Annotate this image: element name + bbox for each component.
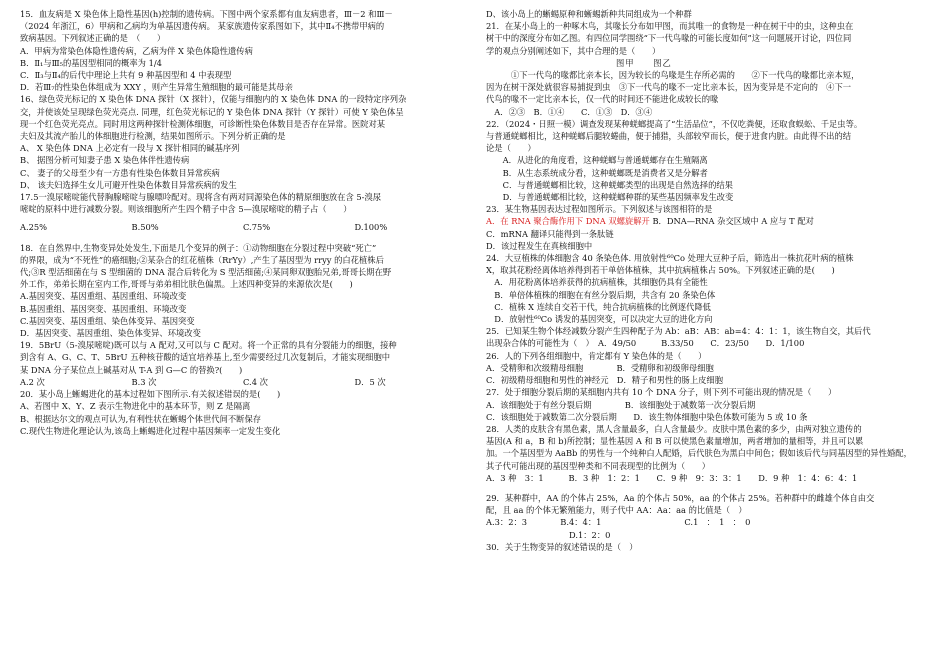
question-text-line: A.基因突变、基因重组、基因重组、环境改变 — [20, 291, 187, 302]
question-text-line: B．单倍体植株的细胞在有丝分裂后期，共含有 20 条染色体 — [486, 289, 716, 300]
question-text-line: 因为在树干深处就很容易捕捉到虫 ③下一代鸟的喙不一定比亲本长，因为变异是不定向的 ④下一 — [486, 82, 852, 93]
question-text-line: A．受精卵和次级精母细胞 B．受精卵和初级卵母细胞 — [486, 362, 714, 373]
question-text-line: 19．5BrU（5-溴尿嘧啶)既可以与 A 配对,又可以与 C 配对。将一个正常的具有分裂能力的细胞，接种 — [20, 340, 397, 351]
q23-option-a-text: A．在 RNA 聚合酶作用下 DNA 双螺旋解开 — [486, 216, 650, 227]
question-text-line: 论是（ ） — [486, 143, 536, 154]
question-text-line: C．植株 X 连续自交若干代，纯合抗病植株的比例逐代降低 — [486, 301, 711, 312]
question-text-line: 夫妇及其流产胎儿的体细胞进行检测，结果如图所示。下列分析正确的是 — [20, 131, 286, 142]
q19-option-a: A.2 次 — [20, 376, 45, 387]
question-text-line: 其子代可能出现的基因型种类和不同表现型的比例为（ ） — [486, 460, 711, 471]
question-text-line: 27．处于细胞分裂后期的某细胞内共有 10 个 DNA 分子，则下列不可能出现的情况是（ ） — [486, 387, 837, 398]
question-text-line: D.1：2：0 — [486, 529, 611, 540]
question-text-line: 配，且 aa 的个体无繁殖能力，则子代中 AA：Aa：aa 的比值是（ ） — [486, 505, 747, 516]
question-text-line: A．从进化的角度看，这种蜣螂与普通蜣螂存在生殖隔离 — [486, 155, 708, 166]
question-text-line: 30．关于生物变异的叙述错误的是（ ） — [486, 541, 638, 552]
q23-option-d: D．该过程发生在真核细胞中 — [486, 240, 593, 251]
question-text-line: 基因(A 和 a，B 和 b)所控制；显性基因 A 和 B 可以使黑色素量增加，两者增加的量相等，并且可以累 — [486, 436, 864, 447]
question-text-line: 29．某种群中，AA 的个体占 25%，Aa 的个体占 50%，aa 的个体占 25%。若种群中的雌雄个体自由交 — [486, 492, 875, 503]
question-text-line: D、 该夫妇选择生女儿可避开性染色体数目异常疾病的发生 — [20, 179, 237, 190]
question-text-line: 学的观点分别阐述如下，其中合理的是（ ） — [486, 45, 661, 56]
question-text-line: 17.5一溴尿嘧啶能代替胸腺嘧啶与腺嘌呤配对。现将含有两对同源染色体的精原细胞放在含 5-溴尿 — [20, 192, 382, 203]
question-text-line: ①下一代鸟的喙都比亲本长，因为较长的鸟喙是生存所必需的 ②下一代鸟的喙都比亲本短， — [486, 70, 860, 81]
q19-option-c: C.4 次 — [243, 376, 268, 387]
question-text-line: B、 据图分析可知妻子患 X 染色体伴性遗传病 — [20, 155, 190, 166]
q23-option-a — [486, 216, 650, 226]
question-text-line: B．从生态系统成分看，这种蜣螂既是消费者又是分解者 — [486, 167, 708, 178]
question-text-line: 22．（2024・日照一模）调查发现某种蜣螂提高了“生活品位”，不仅吃粪便，还取食蜈蚣、千足虫等。 — [486, 118, 863, 129]
question-text-line: 25．已知某生物个体经减数分裂产生四种配子为 Ab：aB：AB：ab=4：4：1：1，该生物自交，其后代 — [486, 326, 871, 337]
question-text-line: A．②③ B．①④ C．①③ D．③④ — [486, 106, 653, 117]
right-column — [486, 8, 934, 553]
question-text-line: （2024 年浙江，6）甲病和乙病均为单基因遗传病。 某家族遗传家系图如下，其中Ⅱ₄不携带甲病的 — [20, 21, 385, 32]
question-text-line: 的界限，成为“不死性”的癌细胞;②某杂合的红花植株（RrYy）,产生了基因型为 rryy 的白花植株后 — [20, 254, 384, 265]
question-text-line: 16、绿色荧光标记的 X 染色体 DNA 探针（X 探针），仅能与细胞内的 X 染色体 DNA 的一段特定序列杂 — [20, 94, 407, 105]
left-column — [20, 8, 466, 437]
q19-option-d: D．5 次 — [354, 376, 386, 387]
right-questions-29-30 — [486, 492, 934, 553]
question-text-line: B、根据达尔文的观点可认为,有利性状在蜥蜴个体世代间不断保存 — [20, 413, 262, 424]
question-text-line: C.基因突变、基因重组、染色体变异、基因突变 — [20, 315, 195, 326]
question-text-line: 26．人的下列各组细胞中，肯定都有 Y 染色体的是（ ） — [486, 350, 707, 361]
question-text-line: D．若Ⅲ₇的性染色体组成为 XXY ，则产生异常生殖细胞的最可能是其母亲 — [20, 82, 293, 93]
question-text-line: D．基因突变、基因重组、染色体变异、环境改变 — [20, 328, 201, 339]
question-text-line: A．3 种 3：1 B．3 种 1：2：1 C．9 种 9：3：3：1 D．9 种 1：4：6：4：1 — [486, 472, 858, 483]
question-text-line: 与普通蜣螂相比，这种蜣螂后腿较蜷曲，便于捕猎，头部较窄而长，便于进食内脏。由此得不出的结 — [486, 131, 852, 142]
q17-option-b: B.50% — [131, 222, 159, 233]
question-text-line: C、 妻子的父母至少有一方患有性染色体数目异常疾病 — [20, 167, 220, 178]
question-text-line: 致病基因。下列叙述正确的是 （ ） — [20, 33, 166, 44]
question-text-line: 20．某小岛上蜥蜴进化的基本过程如下图所示.有关叙述错误的是( ) — [20, 389, 281, 400]
q17-options — [20, 221, 466, 233]
question-text-line: B.基因重组、基因突变、基因重组、环境改变 — [20, 303, 187, 314]
question-text-line: 现一个红色荧光亮点。同时用这两种探针检测体细胞，可诊断性染色体数目是否存在异常。医院对某 — [20, 118, 386, 129]
question-text-line: 18．在自然界中,生物变异处处发生,下面是几个变异的例子：①动物细胞在分裂过程中突破“死亡” — [20, 242, 377, 253]
left-questions-15-17 — [20, 8, 466, 215]
right-questions-21-23 — [486, 69, 934, 215]
question-text-line: 某 DNA 分子某位点上碱基对从 T-A 到 G—C 的替换?( ) — [20, 364, 243, 375]
figure-caption: 图甲 图乙 — [616, 57, 672, 68]
question-text-line: 加。一个基因型为 AaBb 的男性与一个纯种白人配婚，后代肤色为黑白中间色；假如该后代与同基因型的异性婚配， — [486, 448, 912, 459]
question-text-line: 代;③R 型活细菌在与 S 型细菌的 DNA 混合后转化为 S 型活细菌;④某同卵双胞胎兄弟,哥哥长期在野 — [20, 267, 392, 278]
q17-option-a: A.25% — [20, 222, 48, 233]
question-text-line: C．该细胞处于减数第二次分裂后期 D．该生物体细胞中染色体数可能为 5 或 10 条 — [486, 411, 808, 422]
question-text-line: C．初级精母细胞和男性的神经元 D．精子和男性的肠上皮细胞 — [486, 375, 724, 386]
question-text-line: A、 X 染色体 DNA 上必定有一段与 X 探针相同的碱基序列 — [20, 143, 240, 154]
question-text-line: 15．血友病是 X 染色体上隐性基因(h)控制的遗传病。下图中两个家系都有血友病患者，Ⅲ－2 和Ⅲ－ — [20, 9, 393, 19]
question-text-line: B．Ⅱ₁与Ⅲ₅的基因型相同的概率为 1/4 — [20, 57, 162, 68]
question-text-line: A．用花粉离体培养获得的抗病植株，其细胞仍具有全能性 — [486, 277, 708, 288]
q17-option-c: C.75% — [243, 222, 271, 233]
question-text-line: X，取其花粉经离体培养得到若干单倍体植株，其中抗病植株占 50%。下列叙述正确的是( ) — [486, 265, 835, 276]
question-text-line: D、该小岛上的蜥蜴原种和蜥蜴新种共同组成为一个种群 — [486, 9, 692, 19]
question-text-line: 外工作，弟弟长期在室内工作,哥哥与弟弟相比肤色偏黑。上述四种变异的来源依次是( ) — [20, 279, 353, 290]
question-text-line: A.3：2：3 B.4：4：1 C.1 ： 1 ： 0 — [486, 517, 751, 528]
question-text-line: C．Ⅱ₃与Ⅱ₄的后代中理论上共有 9 种基因型和 4 中表现型 — [20, 70, 232, 81]
question-text-line: 嘧啶的原料中进行减数分裂。则该细胞所产生四个精子中含 5—溴尿嘧啶的精子占（ ） — [20, 204, 352, 215]
question-text-line: D．与普通蜣螂相比较，这种蜣螂种群的某些基因频率发生改变 — [486, 192, 734, 203]
question-text-line: A、若图中 X、Y、Z 表示生物进化中的基本环节，则 Z 是隔离 — [20, 401, 251, 412]
left-questions-18-19 — [20, 242, 466, 376]
question-text-line: 24．大豆植株的体细胞含 40 条染色体. 用放射性⁶⁰Co 处理大豆种子后，筛选出一株抗花叶病的植株 — [486, 253, 854, 264]
question-text-line: C．与普通蜣螂相比较，这种蜣螂类型的出现是自然选择的结果 — [486, 179, 733, 190]
question-text-line: A．该细胞处于有丝分裂后期 B．该细胞处于减数第一次分裂后期 — [486, 399, 756, 410]
question-text-line: 树干中的深度分布如乙图。有四位同学围绕“下一代鸟喙的可能长度如何”这一问题展开讨论，四位同 — [486, 33, 852, 44]
question-text-line: 交，并使该处呈现绿色荧光亮点. 同理，红色荧光标记的 Y 染色体 DNA 探针（Y 探针）可使 Y 染色体呈 — [20, 106, 404, 117]
question-text-line: 21．在某小岛上的一种啄木鸟，其喙长分布如甲图，而其唯一的食物是一种在树干中的虫，这种虫在 — [486, 21, 854, 32]
q23-option-b: B．DNA—RNA 杂交区域中 A 应与 T 配对 — [652, 216, 814, 227]
right-questions-24-28 — [486, 252, 934, 484]
question-text-line: 出现杂合体的可能性为（ ） A．49/50 B.33/50 C．23/50 D．1/100 — [486, 338, 805, 349]
right-questions-20d-21 — [486, 8, 934, 57]
question-text-line: 到含有 A、G、C、T、5BrU 五种核苷酸的适宜培养基上,至少需要经过几次复制后，才能实现细胞中 — [20, 352, 391, 363]
q19-option-b: B.3 次 — [131, 376, 157, 387]
question-text-line: 28．人类的皮肤含有黑色素，黑人含量最多，白人含量最少。皮肤中黑色素的多少，由两对独立遗传的 — [486, 423, 862, 434]
question-text-line: C.现代生物进化理论认为,该岛上蜥蜴进化过程中基因频率一定发生变化 — [20, 425, 281, 436]
question-text-line: 23．某生物基因表达过程如图所示。下列叙述与该图相符的是 — [486, 204, 713, 215]
q17-option-d: D.100% — [354, 222, 388, 233]
question-text-line: D．放射性⁶⁰Co 诱发的基因突变，可以决定大豆的进化方向 — [486, 314, 713, 325]
q19-options — [20, 376, 466, 388]
question-text-line: 代鸟的喙不一定比亲本长，仅一代的时间还不能进化成较长的喙 — [486, 94, 719, 105]
left-question-20 — [20, 388, 466, 437]
question-text-line: A．甲病为常染色体隐性遗传病，乙病为伴 X 染色体隐性遗传病 — [20, 45, 253, 56]
q23-option-c: C．mRNA 翻译只能得到一条肽链 — [486, 228, 614, 239]
